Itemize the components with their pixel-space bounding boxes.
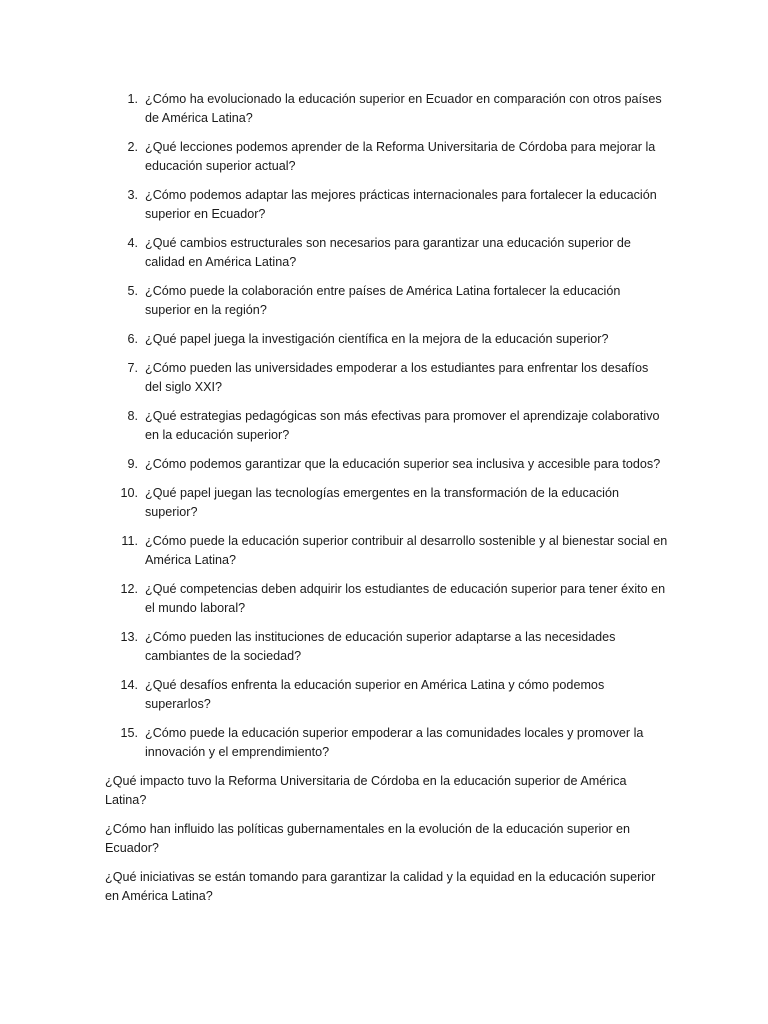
question-text: ¿Cómo puede la educación superior empoderar a las comunidades locales y promover la innovación y el emprendimiento? — [145, 726, 644, 759]
question-item — [105, 407, 668, 445]
question-number: 1. — [127, 92, 138, 106]
question-number: 3. — [127, 188, 138, 202]
question-item — [105, 186, 668, 224]
question-text: ¿Qué competencias deben adquirir los estudiantes de educación superior para tener éxito en el mundo laboral? — [145, 582, 666, 615]
question-item — [105, 484, 668, 522]
question-number: 7. — [127, 361, 138, 375]
question-text: ¿Cómo podemos adaptar las mejores prácticas internacionales para fortalecer la educación superior en Ecuador? — [145, 188, 657, 221]
question-number: 8. — [127, 409, 138, 423]
question-text: ¿Cómo ha evolucionado la educación superior en Ecuador en comparación con otros países de América Latina? — [145, 92, 662, 125]
question-text: ¿Cómo puede la educación superior contribuir al desarrollo sostenible y al bienestar social en América Latina? — [145, 534, 668, 567]
question-text: ¿Qué papel juegan las tecnologías emergentes en la transformación de la educación superior? — [145, 486, 619, 519]
paragraph: ¿Cómo han influido las políticas gubernamentales en la evolución de la educación superior en Ecuador? — [105, 822, 631, 855]
question-number: 10. — [120, 486, 138, 500]
question-number: 12. — [120, 582, 138, 596]
question-text: ¿Cómo pueden las universidades empoderar a los estudiantes para enfrentar los desafíos del siglo XXI? — [145, 361, 649, 394]
question-text: ¿Cómo puede la colaboración entre países de América Latina fortalecer la educación superior en la región? — [145, 284, 621, 317]
question-number: 4. — [127, 236, 138, 250]
question-item — [105, 676, 668, 714]
question-item — [105, 234, 668, 272]
question-item — [105, 330, 668, 349]
question-item — [105, 455, 668, 474]
question-number: 9. — [127, 457, 138, 471]
question-item — [105, 580, 668, 618]
question-number: 13. — [120, 630, 138, 644]
question-number: 5. — [127, 284, 138, 298]
question-text: ¿Qué cambios estructurales son necesarios para garantizar una educación superior de calidad en América Latina? — [145, 236, 631, 269]
question-item — [105, 90, 668, 128]
question-item — [105, 282, 668, 320]
question-text: ¿Qué estrategias pedagógicas son más efectivas para promover el aprendizaje colaborativo en la educación superior? — [145, 409, 660, 442]
question-number: 2. — [127, 140, 138, 154]
question-text: ¿Cómo podemos garantizar que la educación superior sea inclusiva y accesible para todos? — [145, 457, 661, 471]
question-item — [105, 628, 668, 666]
question-list — [105, 90, 668, 762]
question-number: 14. — [120, 678, 138, 692]
question-number: 6. — [127, 332, 138, 346]
question-text: ¿Cómo pueden las instituciones de educación superior adaptarse a las necesidades cambiantes de la sociedad? — [145, 630, 616, 663]
question-number: 11. — [121, 534, 138, 548]
question-text: ¿Qué papel juega la investigación científica en la mejora de la educación superior? — [145, 332, 609, 346]
question-text: ¿Qué lecciones podemos aprender de la Reforma Universitaria de Córdoba para mejorar la educación superior actual? — [145, 140, 656, 173]
question-item — [105, 532, 668, 570]
paragraph: ¿Qué iniciativas se están tomando para garantizar la calidad y la equidad en la educación superior en América Latina? — [105, 870, 656, 903]
question-item — [105, 359, 668, 397]
paragraph: ¿Qué impacto tuvo la Reforma Universitaria de Córdoba en la educación superior de América Latina? — [105, 774, 627, 807]
question-item — [105, 138, 668, 176]
question-item — [105, 724, 668, 762]
question-number: 15. — [120, 726, 138, 740]
question-text: ¿Qué desafíos enfrenta la educación superior en América Latina y cómo podemos superarlos? — [145, 678, 605, 711]
